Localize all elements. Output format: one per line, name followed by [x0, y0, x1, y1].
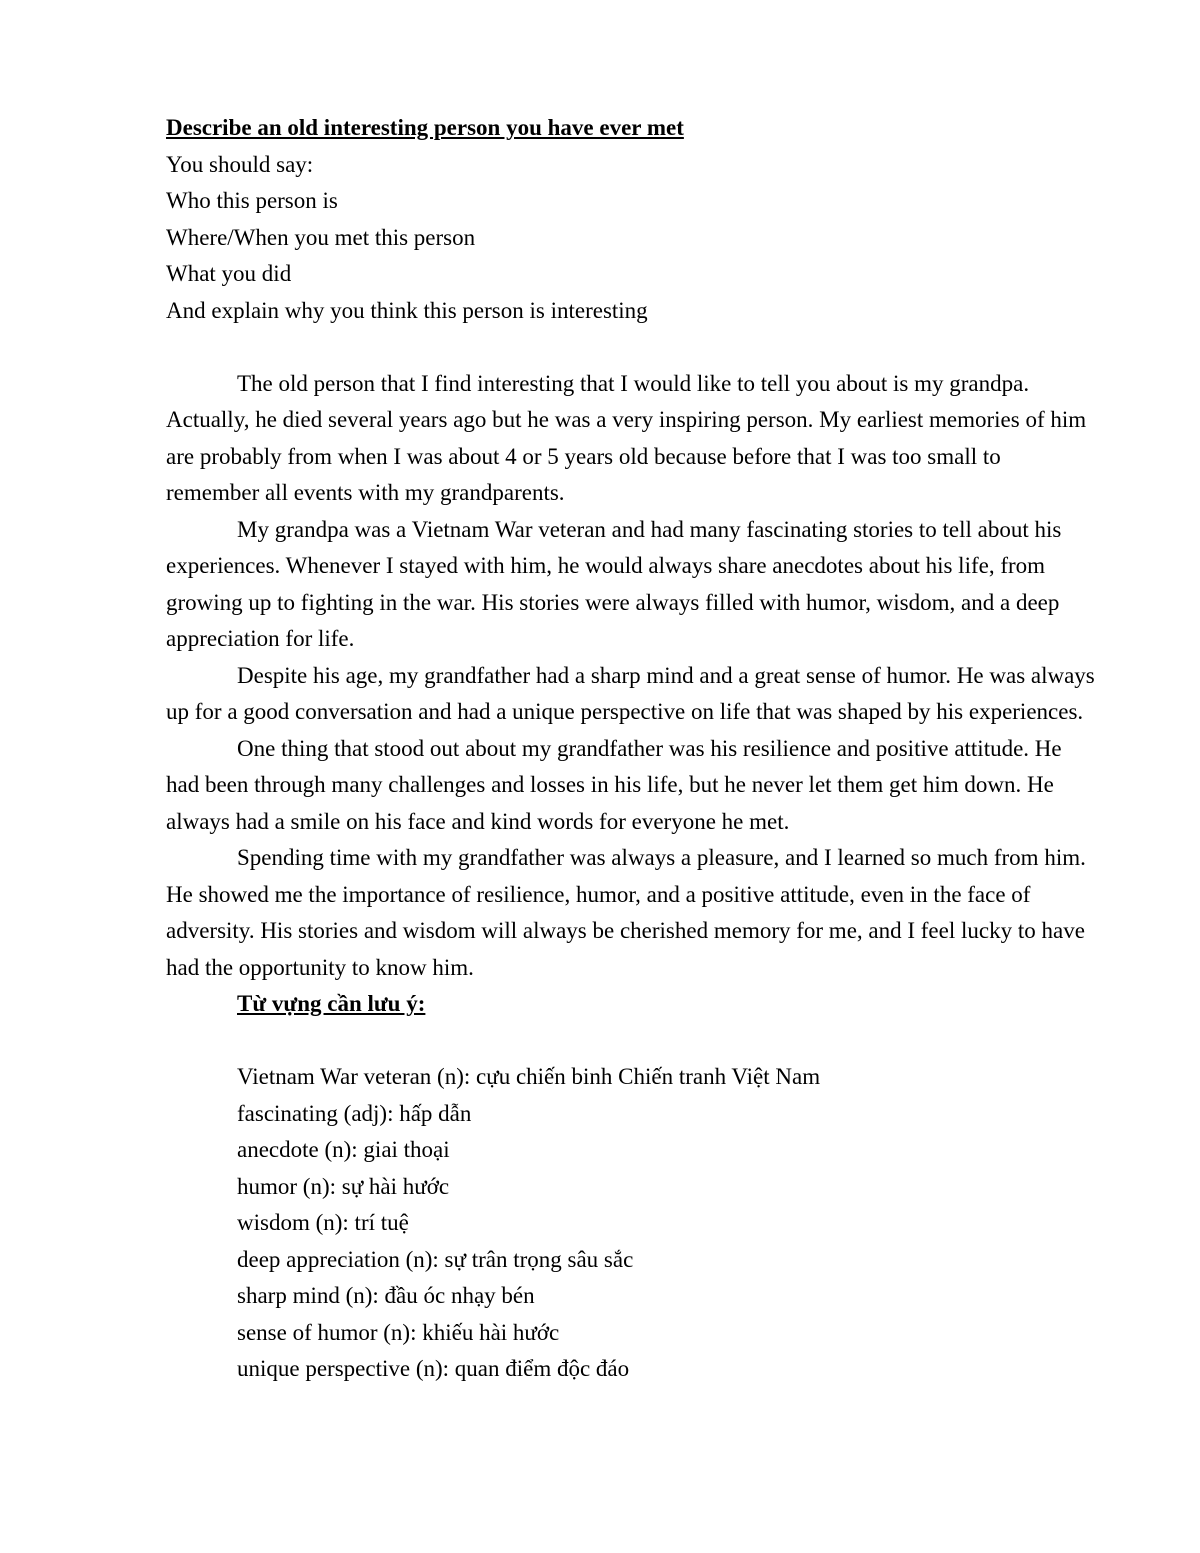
vocab-item: unique perspective (n): quan điểm độc đáo: [237, 1356, 630, 1381]
blank-line: [166, 1023, 1096, 1060]
document-content: [166, 110, 1096, 1388]
prompt-line: Where/When you met this person: [166, 224, 476, 250]
prompt-line: And explain why you think this person is interesting: [166, 297, 648, 323]
body-paragraph: My grandpa was a Vietnam War veteran and had many fascinating stories to tell about his experiences. Whenever I stayed with him, he would always share anecdotes about his life, from growing up to fighting in the war. His stories were always filled with humor, wisdom, and a deep appreciation for life.: [166, 516, 1062, 651]
vocab-heading: Từ vựng cần lưu ý:: [237, 991, 426, 1016]
body-paragraph: Spending time with my grandfather was always a pleasure, and I learned so much from him. He showed me the importance of resilience, humor, and a positive attitude, even in the face of adversity. His stories and wisdom will always be cherished memory for me, and I feel lucky to have had the opportunity to know him.: [166, 845, 1086, 980]
prompt-line: You should say:: [166, 151, 314, 177]
prompt-line: What you did: [166, 261, 292, 286]
prompt-line: Who this person is: [166, 188, 338, 213]
vocab-item: sharp mind (n): đầu óc nhạy bén: [237, 1283, 535, 1308]
vocab-item: deep appreciation (n): sự trân trọng sâu sắc: [237, 1246, 634, 1272]
vocab-item: Vietnam War veteran (n): cựu chiến binh Chiến tranh Việt Nam: [237, 1064, 821, 1089]
vocab-item: anecdote (n): giai thoại: [237, 1137, 450, 1162]
body-paragraph: Despite his age, my grandfather had a sharp mind and a great sense of humor. He was always up for a good conversation and had a unique perspective on life that was shaped by his experiences.: [166, 662, 1095, 724]
body-paragraph: One thing that stood out about my grandfather was his resilience and positive attitude. He had been through many challenges and losses in his life, but he never let them get him down. He always had a smile on his face and kind words for everyone he met.: [166, 735, 1062, 834]
vocab-item: fascinating (adj): hấp dẫn: [237, 1100, 472, 1126]
body-paragraph: The old person that I find interesting that I would like to tell you about is my grandpa. Actually, he died several years ago but he was a very inspiring person. My earliest memories of him are probably from when I was about 4 or 5 years old because before that I was too small to remember all events with my grandparents.: [166, 370, 1087, 505]
blank-line: [166, 329, 1096, 366]
vocab-item: wisdom (n): trí tuệ: [237, 1210, 409, 1235]
document-title: Describe an old interesting person you have ever met: [166, 115, 684, 140]
vocab-item: sense of humor (n): khiếu hài hước: [237, 1319, 560, 1345]
vocab-item: humor (n): sự hài hước: [237, 1173, 450, 1199]
vocab-list: [166, 1059, 1096, 1388]
